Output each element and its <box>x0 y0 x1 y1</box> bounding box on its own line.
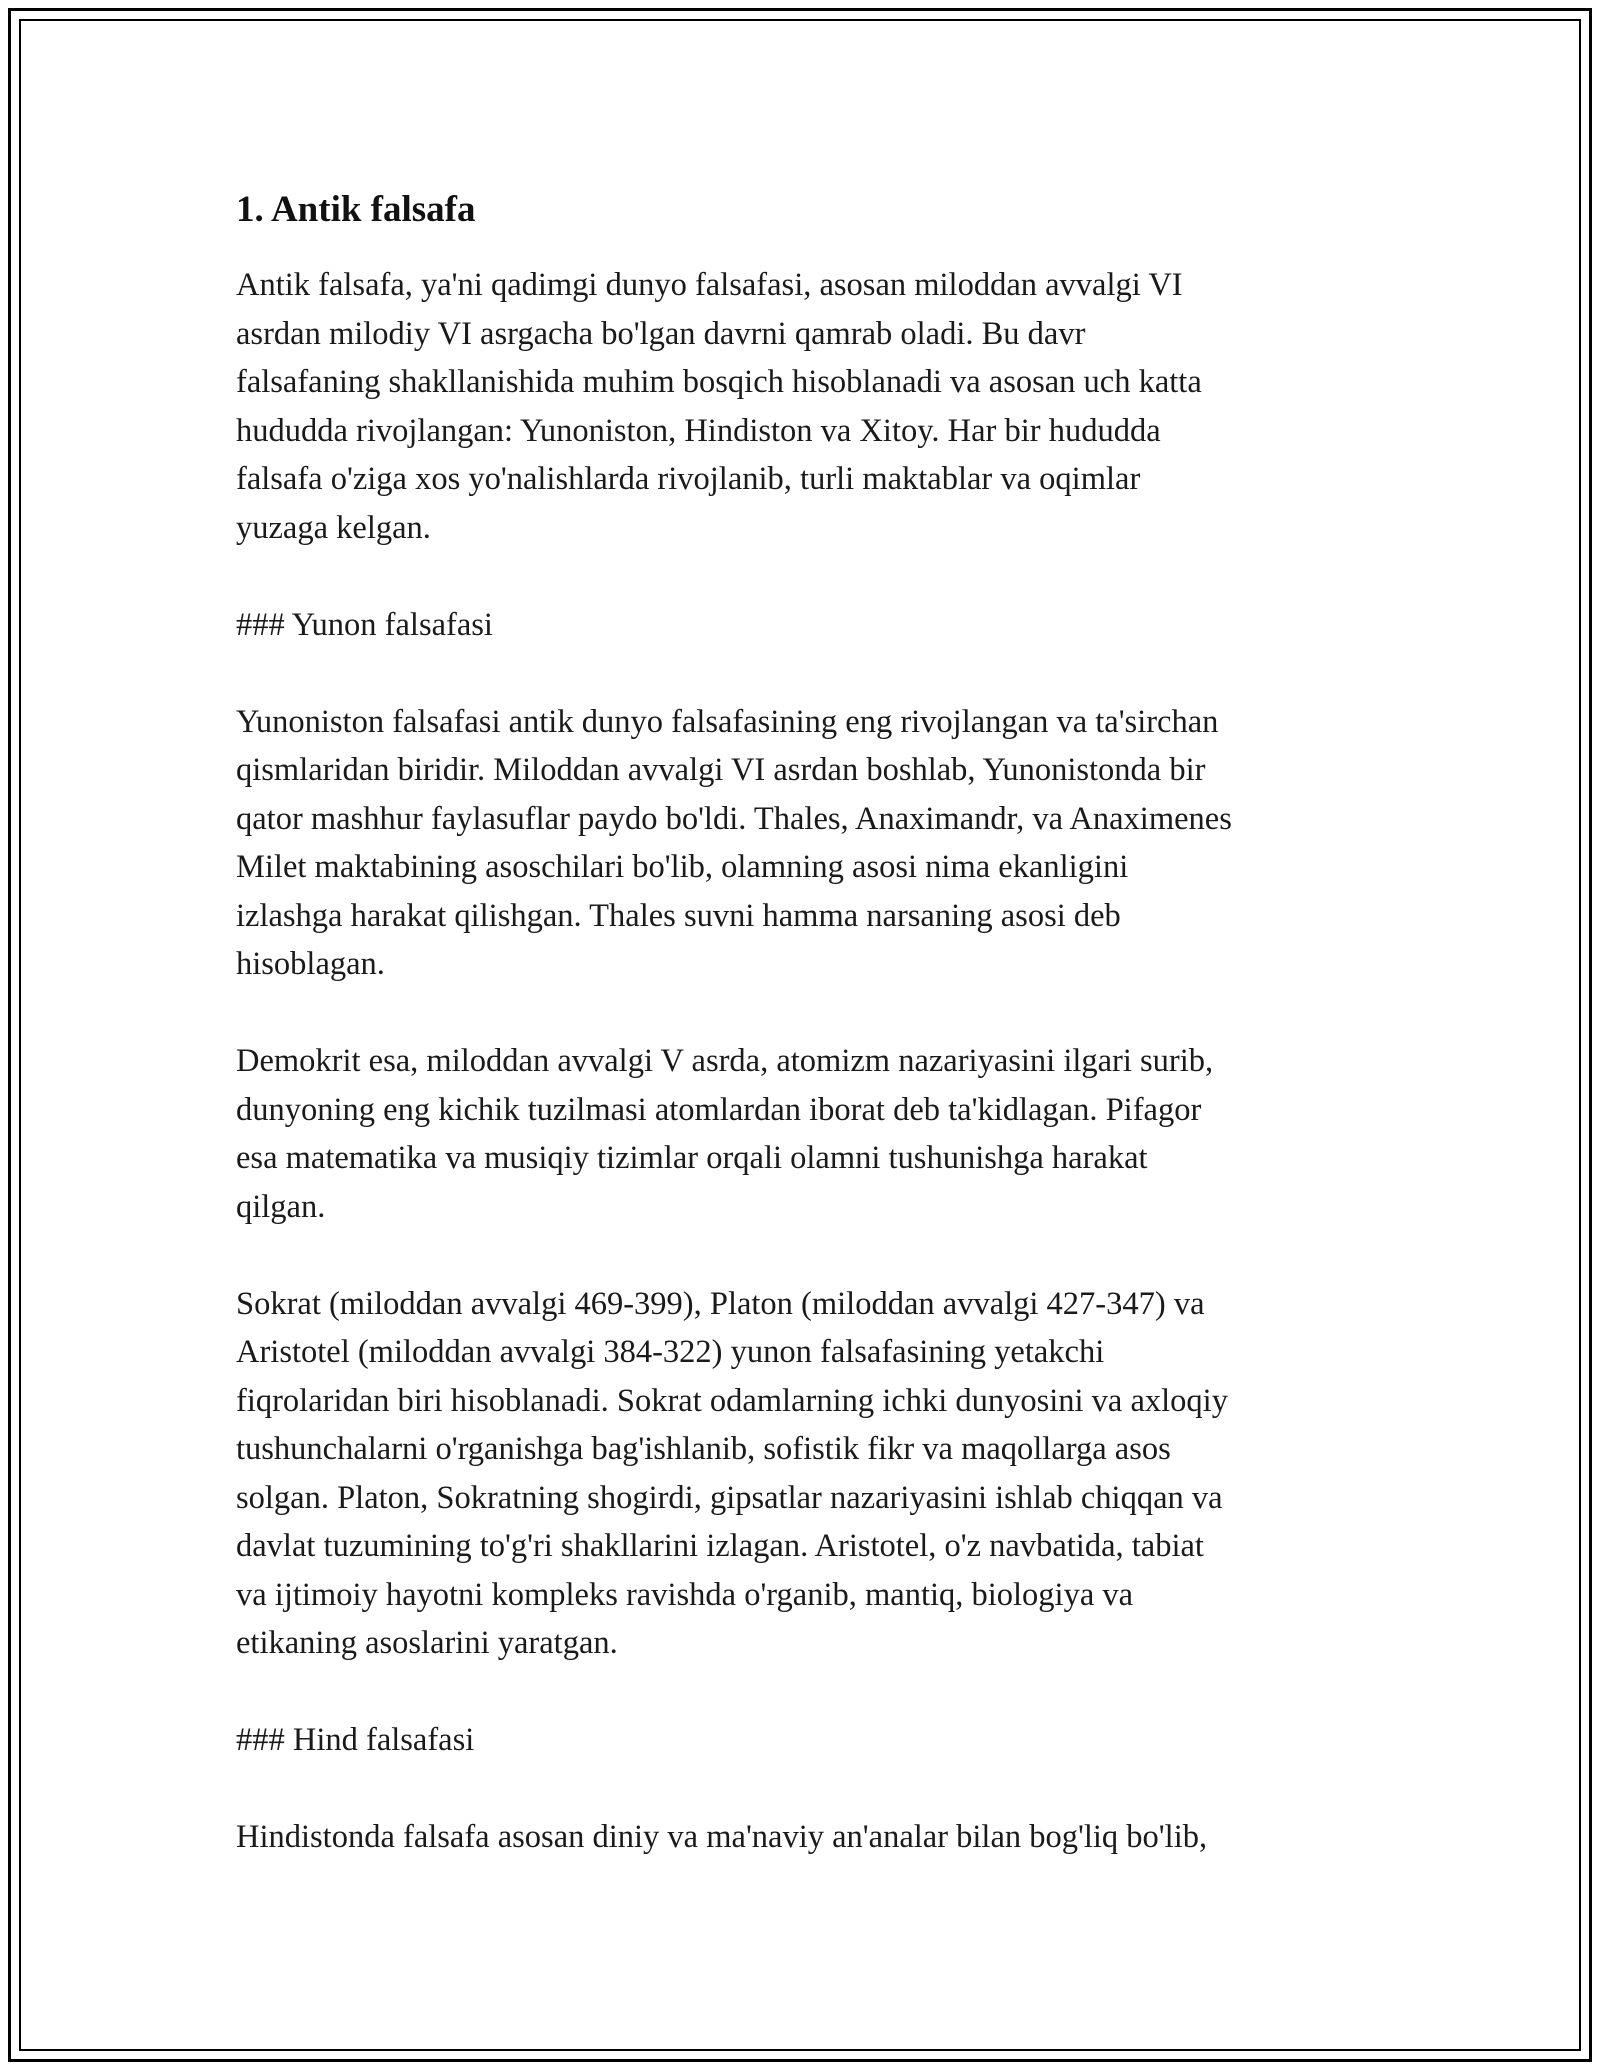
text-line: qator mashhur faylasuflar paydo bo'ldi. Thales, Anaximandr, va Anaximenes <box>236 800 1232 837</box>
greek-paragraph-2 <box>236 1037 1376 1231</box>
text-line: Sokrat (miloddan avvalgi 469-399), Platon (miloddan avvalgi 427-347) va <box>236 1285 1205 1322</box>
text-line: hisoblagan. <box>236 946 385 982</box>
indian-paragraph-1 <box>236 1813 1376 1862</box>
section-heading-greek: ### Yunon falsafasi <box>236 606 493 643</box>
text-line: qismlaridan biridir. Miloddan avvalgi VI asrdan boshlab, Yunonistonda bir <box>236 752 1206 788</box>
spacer <box>236 1668 1376 1717</box>
text-line: esa matematika va musiqiy tizimlar orqali olamni tushunishga harakat <box>236 1140 1148 1176</box>
text-line: tushunchalarni o'rganishga bag'ishlanib, sofistik fikr va maqollarga asos <box>236 1431 1171 1467</box>
text-line: Yunoniston falsafasi antik dunyo falsafasining eng rivojlangan va ta'sirchan <box>236 703 1219 740</box>
intro-paragraph <box>236 261 1376 552</box>
greek-paragraph-3 <box>236 1280 1376 1668</box>
spacer <box>236 1231 1376 1280</box>
text-line: falsafa o'ziga xos yo'nalishlarda rivojlanib, turli maktablar va oqimlar <box>236 461 1141 497</box>
text-line: qilgan. <box>236 1188 326 1225</box>
text-line: Antik falsafa, ya'ni qadimgi dunyo falsafasi, asosan miloddan avvalgi VI <box>236 267 1183 303</box>
greek-paragraph-1 <box>236 698 1376 989</box>
text-line: hududda rivojlangan: Yunoniston, Hindiston va Xitoy. Har bir hududda <box>236 412 1161 449</box>
text-line: va ijtimoiy hayotni kompleks ravishda o'rganib, mantiq, biologiya va <box>236 1576 1134 1613</box>
document-title: 1. Antik falsafa <box>236 189 476 230</box>
text-line: asrdan milodiy VI asrgacha bo'lgan davrni qamrab oladi. Bu davr <box>236 315 1086 352</box>
text-line: Aristotel (miloddan avvalgi 384-322) yunon falsafasining yetakchi <box>236 1334 1105 1370</box>
spacer <box>236 649 1376 698</box>
spacer <box>236 1765 1376 1814</box>
text-line: Hindistonda falsafa asosan diniy va ma'naviy an'analar bilan bog'liq bo'lib, <box>236 1819 1208 1855</box>
text-line: izlashga harakat qilishgan. Thales suvni hamma narsaning asosi deb <box>236 897 1121 934</box>
section-heading-indian: ### Hind falsafasi <box>236 1722 475 1758</box>
document-body <box>236 185 1376 1862</box>
text-line: Milet maktabining asoschilari bo'lib, olamning asosi nima ekanligini <box>236 849 1129 885</box>
text-line: falsafaning shakllanishida muhim bosqich hisoblanadi va asosan uch katta <box>236 364 1202 400</box>
text-line: Demokrit esa, miloddan avvalgi V asrda, atomizm nazariyasini ilgari surib, <box>236 1043 1214 1079</box>
spacer <box>236 552 1376 601</box>
text-line: dunyoning eng kichik tuzilmasi atomlardan iborat deb ta'kidlagan. Pifagor <box>236 1091 1202 1128</box>
text-line: yuzaga kelgan. <box>236 509 431 546</box>
text-line: solgan. Platon, Sokratning shogirdi, gipsatlar nazariyasini ishlab chiqqan va <box>236 1479 1223 1516</box>
spacer <box>236 989 1376 1038</box>
text-line: etikaning asoslarini yaratgan. <box>236 1625 618 1661</box>
text-line: fiqrolaridan biri hisoblanadi. Sokrat odamlarning ichki dunyosini va axloqiy <box>236 1382 1228 1419</box>
text-line: davlat tuzumining to'g'ri shakllarini izlagan. Aristotel, o'z navbatida, tabiat <box>236 1528 1204 1564</box>
